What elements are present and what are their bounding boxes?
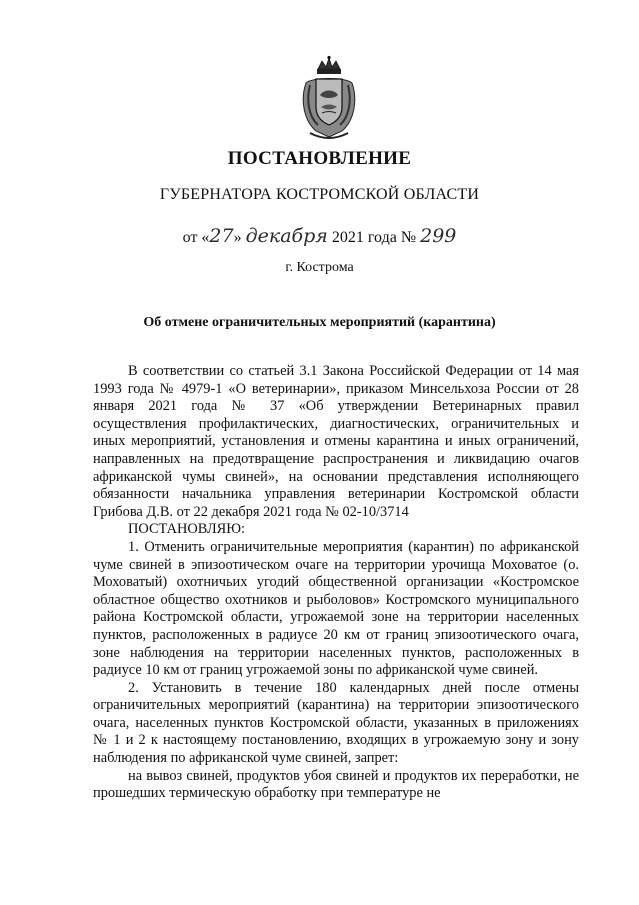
city-line: г. Кострома: [285, 260, 354, 275]
paragraph-prohibition: на вывоз свиней, продуктов убоя свиней и продуктов их переработки, не прошедших термическую обработку при температуре не: [93, 767, 579, 802]
handwritten-day: 27: [209, 225, 234, 247]
handwritten-month: декабря: [245, 225, 328, 247]
document-body: [93, 363, 579, 803]
paragraph-resolve: ПОСТАНОВЛЯЮ:: [128, 521, 246, 538]
date-mid: »: [233, 229, 246, 246]
coat-of-arms-emblem: [296, 55, 362, 141]
date-prefix: от «: [182, 229, 210, 246]
document-type-heading: ПОСТАНОВЛЕНИЕ: [227, 148, 412, 169]
handwritten-number: 299: [420, 225, 457, 247]
issuer-heading: ГУБЕРНАТОРА КОСТРОМСКОЙ ОБЛАСТИ: [159, 186, 480, 203]
paragraph-preamble: В соответствии со статьей 3.1 Закона Российской Федерации от 14 мая 1993 года № 4979-1 «О ветеринарии», приказом Минсельхоза России от 28 января 2021 года № 37 «Об утверждении Ветеринарных правил осуществления профилактических, диагностических, ограничительных и иных мероприятий, установления и отмены карантина и иных ограничений, направленных на предотвращение распространения и ликвидацию очагов африканской чумы свиней», на основании представления исполняющего обязанности начальника управления ветеринарии Костромской области Грибова Д.В. от 22 декабря 2021 года № 02-10/3714: [93, 363, 579, 520]
paragraph-item-2: 2. Установить в течение 180 календарных дней после отмены ограничительных мероприятий (карантина) на территории эпизоотического очага, населенных пунктов Костромской области, указанных в приложениях № 1 и 2 к настоящему постановлению, входящих в угрожаемую зону и зону наблюдения по африканской чуме свиней, запрет:: [93, 679, 579, 767]
year-text: 2021 года №: [327, 229, 421, 246]
document-title: Об отмене ограничительных мероприятий (карантина): [143, 315, 496, 330]
paragraph-item-1: 1. Отменить ограничительные мероприятия (карантин) по африканской чуме свиней в эпизоотическом очаге на территории урочища Моховатое (о. Моховатый) охотничьих угодий общественной организации «Костромское областное общество охотников и рыболовов» Костромского муниципального района Костромской области, угрожаемой зоне на территории населенных пунктов, расположенных в радиусе 20 км от границ эпизоотического очага, зоне наблюдения на территории населенных пунктов, расположенных в радиусе 10 км от границ угрожаемой зоны по африканской чуме свиней.: [93, 538, 579, 679]
date-line: [0, 225, 639, 247]
